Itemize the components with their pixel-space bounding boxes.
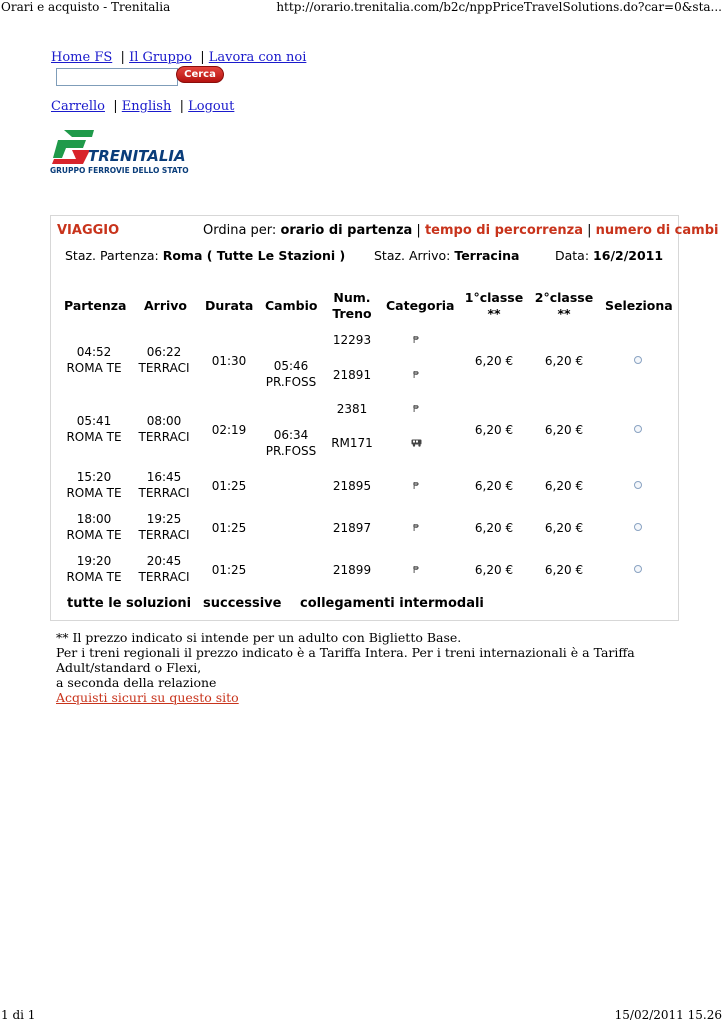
- table-row-2-train-2: RM171: [331, 436, 373, 450]
- arrival-station: [374, 248, 519, 263]
- table-row-4-train: 21897: [332, 521, 372, 535]
- table-row-1-train-1: 12293: [332, 333, 372, 347]
- sort-bar: [203, 223, 718, 238]
- note-line-1: ** Il prezzo indicato si intende per un adulto con Biglietto Base.: [56, 630, 462, 645]
- departure-time: 15:20: [76, 470, 112, 484]
- column-arrivo: Arrivo: [144, 298, 188, 313]
- table-row-2-duration: 02:19: [211, 423, 247, 437]
- column-cambio: Cambio: [265, 298, 318, 313]
- table-row-2-change: [259, 427, 323, 459]
- departure-station-code: ROMA TE: [66, 361, 122, 375]
- order-by-label: Ordina per:: [203, 223, 277, 238]
- table-row-3-first-class-price: 6,20 €: [474, 479, 514, 493]
- sort-duration-link[interactable]: tempo di percorrenza: [424, 223, 583, 238]
- table-row-3-arrival: [133, 469, 195, 501]
- table-row-1-change: [259, 358, 323, 390]
- arrival-station-code: TERRACI: [138, 486, 190, 500]
- il-gruppo-link[interactable]: Il Gruppo: [129, 50, 192, 65]
- sort-departure-option[interactable]: orario di partenza: [280, 223, 413, 238]
- table-row-5-select-radio[interactable]: [634, 565, 642, 573]
- table-row-1-duration: 01:30: [211, 354, 247, 368]
- regional-train-icon: ₱: [412, 565, 420, 576]
- print-datetime: 15/02/2011 15.26: [614, 1008, 722, 1022]
- table-row-4-arrival: [133, 511, 195, 543]
- arrival-time: 20:45: [146, 554, 182, 568]
- column-num-treno: [331, 290, 373, 322]
- search-input[interactable]: [56, 68, 178, 86]
- search-button[interactable]: Cerca: [176, 66, 224, 83]
- sort-separator: |: [416, 223, 421, 238]
- column-num-treno-line1: Num.: [333, 290, 371, 305]
- column-durata: Durata: [205, 298, 254, 313]
- table-row-4-departure: [61, 511, 127, 543]
- trip-label: VIAGGIO: [57, 223, 120, 238]
- intermodal-link[interactable]: collegamenti intermodali: [300, 596, 484, 611]
- secure-purchase-link[interactable]: Acquisti sicuri su questo sito: [56, 690, 239, 705]
- departure-label: Staz. Partenza:: [65, 248, 159, 263]
- arrival-station-code: TERRACI: [138, 361, 190, 375]
- english-link[interactable]: English: [121, 99, 172, 114]
- regional-train-icon: ₱: [412, 335, 420, 346]
- table-row-2-first-class-price: 6,20 €: [474, 423, 514, 437]
- table-row-5-first-class-price: 6,20 €: [474, 563, 514, 577]
- table-row-4-select-radio[interactable]: [634, 523, 642, 531]
- table-row-5-duration: 01:25: [211, 563, 247, 577]
- note-line-3: a seconda della relazione: [56, 675, 217, 690]
- bus-icon: [411, 439, 423, 447]
- column-categoria: Categoria: [386, 298, 455, 313]
- arrival-station-code: TERRACI: [138, 528, 190, 542]
- departure-value: Roma ( Tutte Le Stazioni ): [162, 248, 346, 263]
- nav-separator: |: [200, 50, 205, 65]
- arrival-value: Terracina: [454, 248, 520, 263]
- arrival-time: 08:00: [146, 414, 182, 428]
- table-row-4-duration: 01:25: [211, 521, 247, 535]
- print-page-title: Orari e acquisto - Trenitalia: [1, 0, 171, 14]
- lavora-con-noi-link[interactable]: Lavora con noi: [208, 50, 307, 65]
- departure-time: 04:52: [76, 345, 112, 359]
- table-row-3-duration: 01:25: [211, 479, 247, 493]
- departure-station-code: ROMA TE: [66, 486, 122, 500]
- change-time: 05:46: [273, 359, 309, 373]
- results-panel: [50, 215, 719, 621]
- departure-station: [65, 248, 345, 263]
- column-seconda-classe-line2: **: [557, 306, 571, 321]
- regional-train-icon: ₱: [412, 370, 420, 381]
- date-label: Data:: [555, 248, 590, 263]
- table-row-2-select-radio[interactable]: [634, 425, 642, 433]
- column-prima-classe-line2: **: [487, 306, 501, 321]
- table-row-5-train: 21899: [332, 563, 372, 577]
- price-notes: [56, 630, 696, 705]
- regional-train-icon: ₱: [412, 523, 420, 534]
- user-nav: [51, 99, 234, 114]
- departure-station-code: ROMA TE: [66, 528, 122, 542]
- column-prima-classe-line1: 1°classe: [464, 290, 524, 305]
- column-seconda-classe-line1: 2°classe: [534, 290, 594, 305]
- arrival-station-code: TERRACI: [138, 430, 190, 444]
- arrival-station-code: TERRACI: [138, 570, 190, 584]
- arrival-time: 16:45: [146, 470, 182, 484]
- brand-name: TRENITALIA: [88, 147, 186, 165]
- regional-train-icon: ₱: [412, 404, 420, 415]
- table-row-3-train: 21895: [332, 479, 372, 493]
- nav-separator: |: [113, 99, 118, 114]
- table-row-1-departure: [61, 344, 127, 376]
- regional-train-icon: ₱: [412, 481, 420, 492]
- column-seconda-classe: [533, 290, 595, 322]
- table-row-5-departure: [61, 553, 127, 585]
- next-solutions-link[interactable]: successive: [203, 596, 282, 611]
- table-row-1-train-2: 21891: [332, 368, 372, 382]
- logout-link[interactable]: Logout: [188, 99, 235, 114]
- sort-changes-link[interactable]: numero di cambi: [595, 223, 719, 238]
- table-row-5-second-class-price: 6,20 €: [544, 563, 584, 577]
- sort-separator: |: [587, 223, 592, 238]
- departure-time: 19:20: [76, 554, 112, 568]
- change-station: PR.FOSS: [265, 444, 317, 458]
- nav-separator: |: [120, 50, 125, 65]
- departure-station-code: ROMA TE: [66, 430, 122, 444]
- departure-station-code: ROMA TE: [66, 570, 122, 584]
- top-nav: [51, 50, 306, 65]
- table-row-2-train-1: 2381: [336, 402, 368, 416]
- table-row-2-second-class-price: 6,20 €: [544, 423, 584, 437]
- home-fs-link[interactable]: Home FS: [51, 50, 113, 65]
- search-bar: [56, 68, 216, 87]
- change-time: 06:34: [273, 428, 309, 442]
- table-row-4-second-class-price: 6,20 €: [544, 521, 584, 535]
- arrival-label: Staz. Arrivo:: [374, 248, 451, 263]
- nav-separator: |: [179, 99, 184, 114]
- arrival-time: 19:25: [146, 512, 182, 526]
- departure-time: 18:00: [76, 512, 112, 526]
- arrival-time: 06:22: [146, 345, 182, 359]
- column-partenza: Partenza: [64, 298, 127, 313]
- change-station: PR.FOSS: [265, 375, 317, 389]
- date-value: 16/2/2011: [593, 248, 664, 263]
- table-row-3-select-radio[interactable]: [634, 481, 642, 489]
- departure-time: 05:41: [76, 414, 112, 428]
- table-row-3-second-class-price: 6,20 €: [544, 479, 584, 493]
- column-seleziona: Seleziona: [605, 298, 673, 313]
- all-solutions-link[interactable]: tutte le soluzioni: [67, 596, 192, 611]
- note-line-2: Per i treni regionali il prezzo indicato è a Tariffa Intera. Per i treni internazionali è a Tariffa Adult/standard o Flexi,: [56, 645, 635, 675]
- print-page-url: http://orario.trenitalia.com/b2c/nppPriceTravelSolutions.do?car=0&sta...: [276, 0, 722, 14]
- table-row-2-departure: [61, 413, 127, 445]
- column-num-treno-line2: Treno: [332, 306, 372, 321]
- cart-link[interactable]: Carrello: [51, 99, 105, 114]
- table-row-1-arrival: [133, 344, 195, 376]
- table-row-1-select-radio[interactable]: [634, 356, 642, 364]
- table-row-1-first-class-price: 6,20 €: [474, 354, 514, 368]
- travel-date: [555, 248, 663, 263]
- print-page-number: 1 di 1: [1, 1008, 36, 1022]
- column-prima-classe: [463, 290, 525, 322]
- table-row-1-second-class-price: 6,20 €: [544, 354, 584, 368]
- table-row-5-arrival: [133, 553, 195, 585]
- brand-subtitle: GRUPPO FERROVIE DELLO STATO: [50, 166, 189, 175]
- table-row-4-first-class-price: 6,20 €: [474, 521, 514, 535]
- table-row-2-arrival: [133, 413, 195, 445]
- table-row-3-departure: [61, 469, 127, 501]
